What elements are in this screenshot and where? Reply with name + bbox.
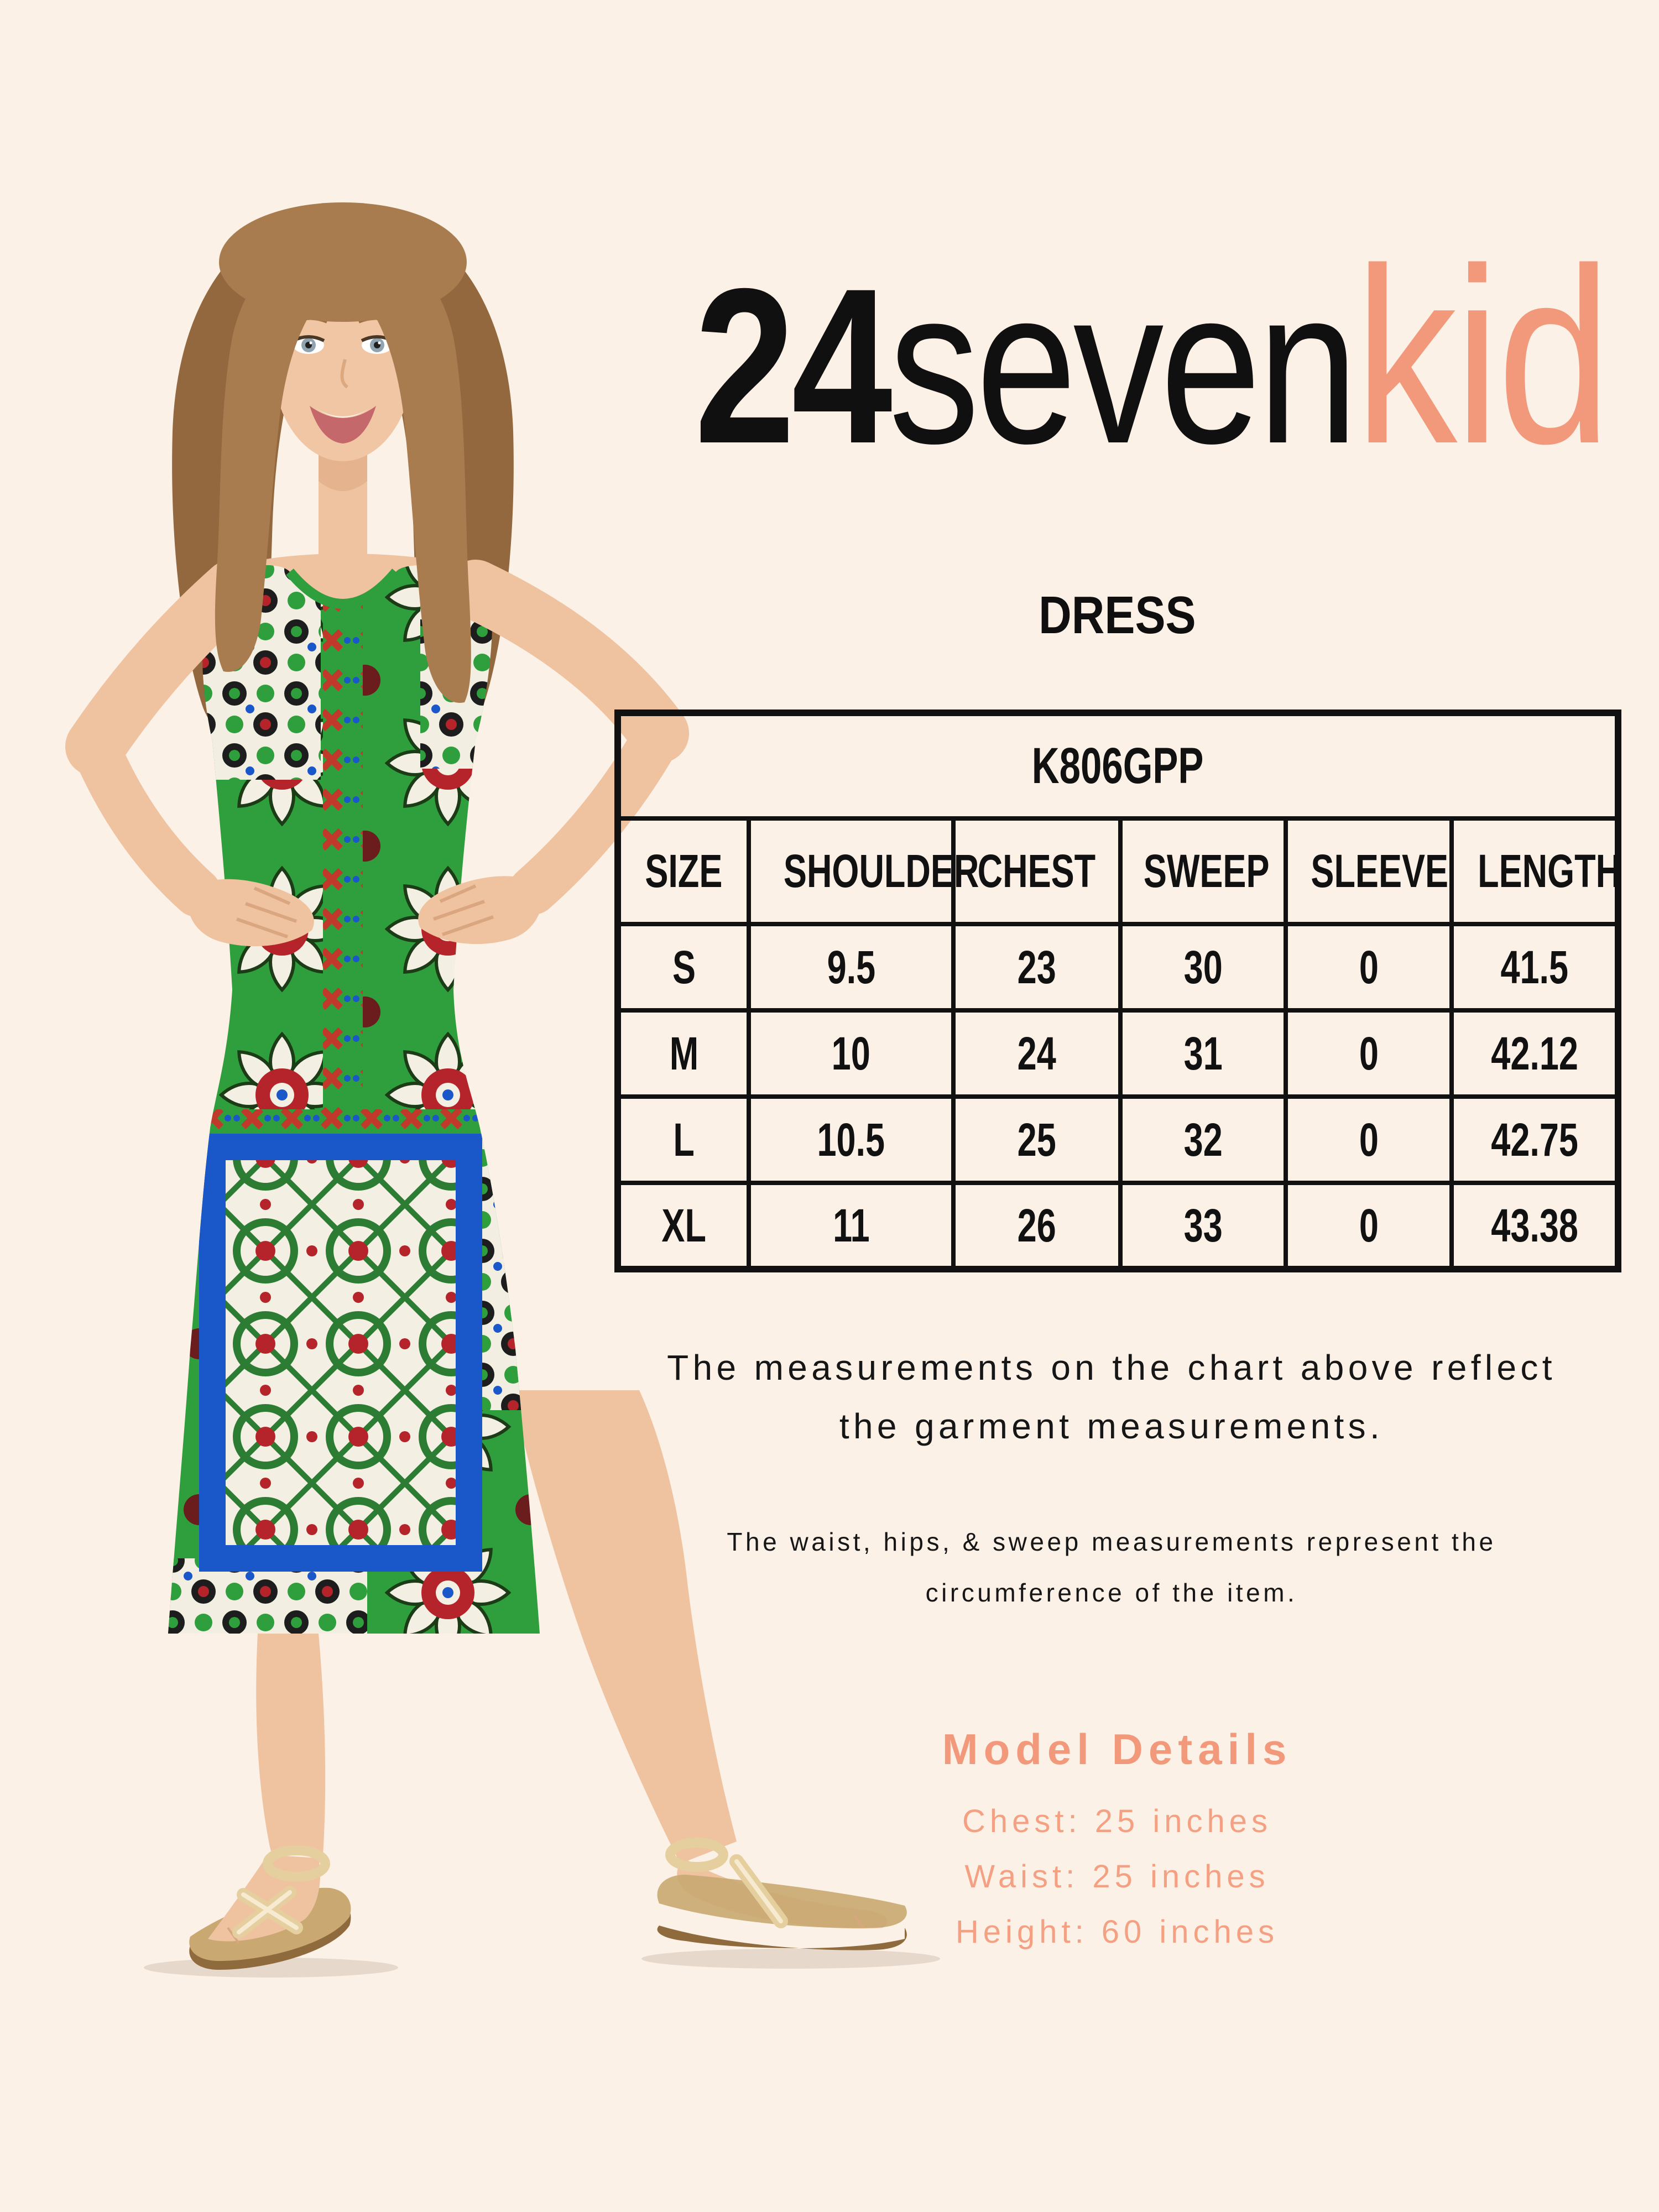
cell-length: 42.12 (1452, 1010, 1618, 1097)
cell-chest: 23 (953, 924, 1120, 1010)
model-details-list (614, 1794, 1620, 1960)
cell-sweep: 32 (1120, 1097, 1286, 1183)
cell-chest: 26 (953, 1183, 1120, 1269)
cell-chest: 24 (953, 1010, 1120, 1097)
column-header-sleeve: SLEEVE (1286, 818, 1452, 924)
note-line: The measurements on the chart above reflect (667, 1348, 1556, 1387)
size-row-l (618, 1097, 1618, 1183)
cell-sweep: 33 (1120, 1183, 1286, 1269)
left-sandal (189, 1850, 351, 1970)
size-row-m (618, 1010, 1618, 1097)
column-header-length: LENGTH (1452, 818, 1618, 924)
cell-length: 43.38 (1452, 1183, 1618, 1269)
product-title: DRESS (1038, 586, 1196, 645)
column-header-chest: CHEST (953, 818, 1120, 924)
column-header-size: SIZE (618, 818, 749, 924)
garment-measurement-note (597, 1338, 1626, 1455)
cell-sleeve: 0 (1286, 924, 1452, 1010)
circumference-note (597, 1516, 1626, 1618)
dress (168, 559, 546, 1636)
model-height: Height: 60 inches (955, 1914, 1279, 1950)
cell-size: M (618, 1010, 749, 1097)
cell-sleeve: 0 (1286, 1183, 1452, 1269)
cell-size: XL (618, 1183, 749, 1269)
brand-logo-seven: seven (889, 242, 1355, 489)
style-code: K806GPP (618, 713, 1618, 818)
brand-logo (694, 216, 1609, 495)
cell-size: S (618, 924, 749, 1010)
brand-logo-24: 24 (694, 242, 889, 489)
cell-chest: 25 (953, 1097, 1120, 1183)
cell-shoulder: 10 (749, 1010, 953, 1097)
cell-sleeve: 0 (1286, 1097, 1452, 1183)
brand-logo-kid: kid (1354, 216, 1609, 495)
cell-sweep: 30 (1120, 924, 1286, 1010)
cell-size: L (618, 1097, 749, 1183)
note-line: the garment measurements. (839, 1406, 1384, 1446)
size-row-s (618, 924, 1618, 1010)
column-header-row (618, 818, 1618, 924)
note-line: The waist, hips, & sweep measurements represent the (727, 1527, 1496, 1556)
note-line: circumference of the item. (925, 1578, 1298, 1607)
style-code-row (618, 713, 1618, 818)
column-header-sweep: SWEEP (1120, 818, 1286, 924)
cell-shoulder: 10.5 (749, 1097, 953, 1183)
size-chart-table (614, 709, 1621, 1272)
size-row-xl (618, 1183, 1618, 1269)
cell-sleeve: 0 (1286, 1010, 1452, 1097)
cell-shoulder: 9.5 (749, 924, 953, 1010)
column-header-shoulder: SHOULDER (749, 818, 953, 924)
cell-length: 42.75 (1452, 1097, 1618, 1183)
model-details-heading: Model Details (942, 1725, 1292, 1773)
model-waist: Waist: 25 inches (964, 1859, 1270, 1895)
cell-shoulder: 11 (749, 1183, 953, 1269)
cell-length: 41.5 (1452, 924, 1618, 1010)
cell-sweep: 31 (1120, 1010, 1286, 1097)
model-chest: Chest: 25 inches (962, 1803, 1272, 1839)
